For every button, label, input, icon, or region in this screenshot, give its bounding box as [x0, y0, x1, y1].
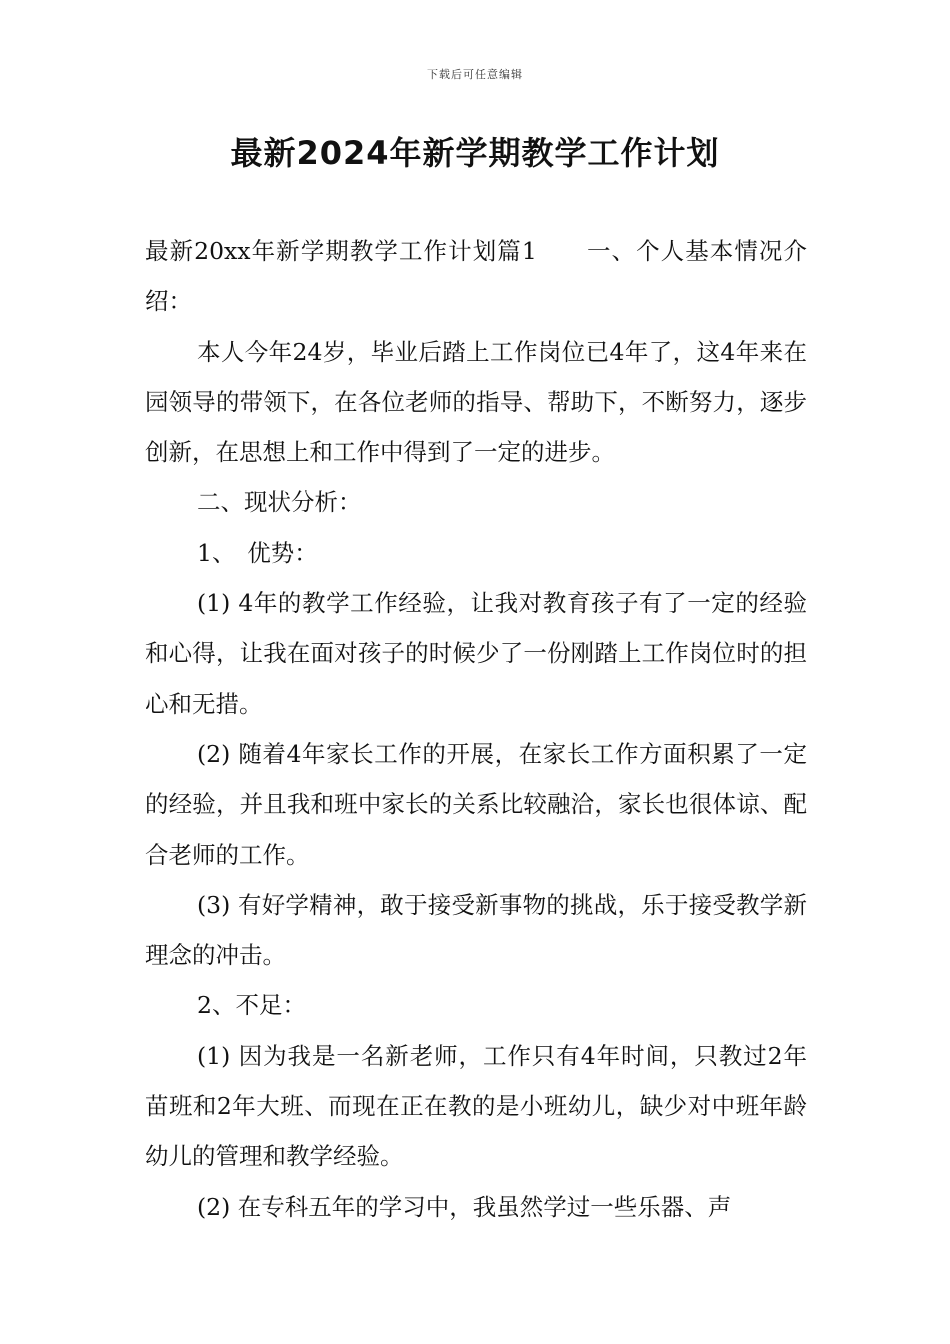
paragraph-8: 2、不足：: [197, 991, 306, 1020]
paragraph-4: 1、 优势：: [197, 538, 318, 567]
paragraph-10: (2) 在专科五年的学习中，我虽然学过一些乐器、声: [197, 1192, 732, 1221]
paragraph-1: 最新20xx年新学期教学工作计划篇1 一、个人基本情况介绍：: [145, 237, 807, 316]
header-note: 下载后可任意编辑: [427, 68, 523, 81]
document-body: [145, 226, 807, 1232]
document-title: 最新2024年新学期教学工作计划: [230, 134, 720, 172]
paragraph-2: 本人今年24岁，毕业后踏上工作岗位已4年了，这4年来在园领导的带领下，在各位老师的指导、帮助下，不断努力，逐步创新，在思想上和工作中得到了一定的进步。: [145, 337, 807, 467]
paragraph-7: (3) 有好学精神，敢于接受新事物的挑战，乐于接受教学新理念的冲击。: [145, 890, 807, 970]
paragraph-9: (1) 因为我是一名新老师，工作只有4年时间，只教过2年苗班和2年大班、而现在正在教的是小班幼儿，缺少对中班年龄幼儿的管理和教学经验。: [145, 1041, 807, 1171]
paragraph-3: 二、现状分析：: [197, 488, 362, 517]
paragraph-6: (2) 随着4年家长工作的开展，在家长工作方面积累了一定的经验，并且我和班中家长的关系比较融洽，家长也很体谅、配合老师的工作。: [145, 739, 807, 869]
paragraph-5: (1) 4年的教学工作经验，让我对教育孩子有了一定的经验和心得，让我在面对孩子的时候少了一份刚踏上工作岗位时的担心和无措。: [145, 589, 807, 718]
